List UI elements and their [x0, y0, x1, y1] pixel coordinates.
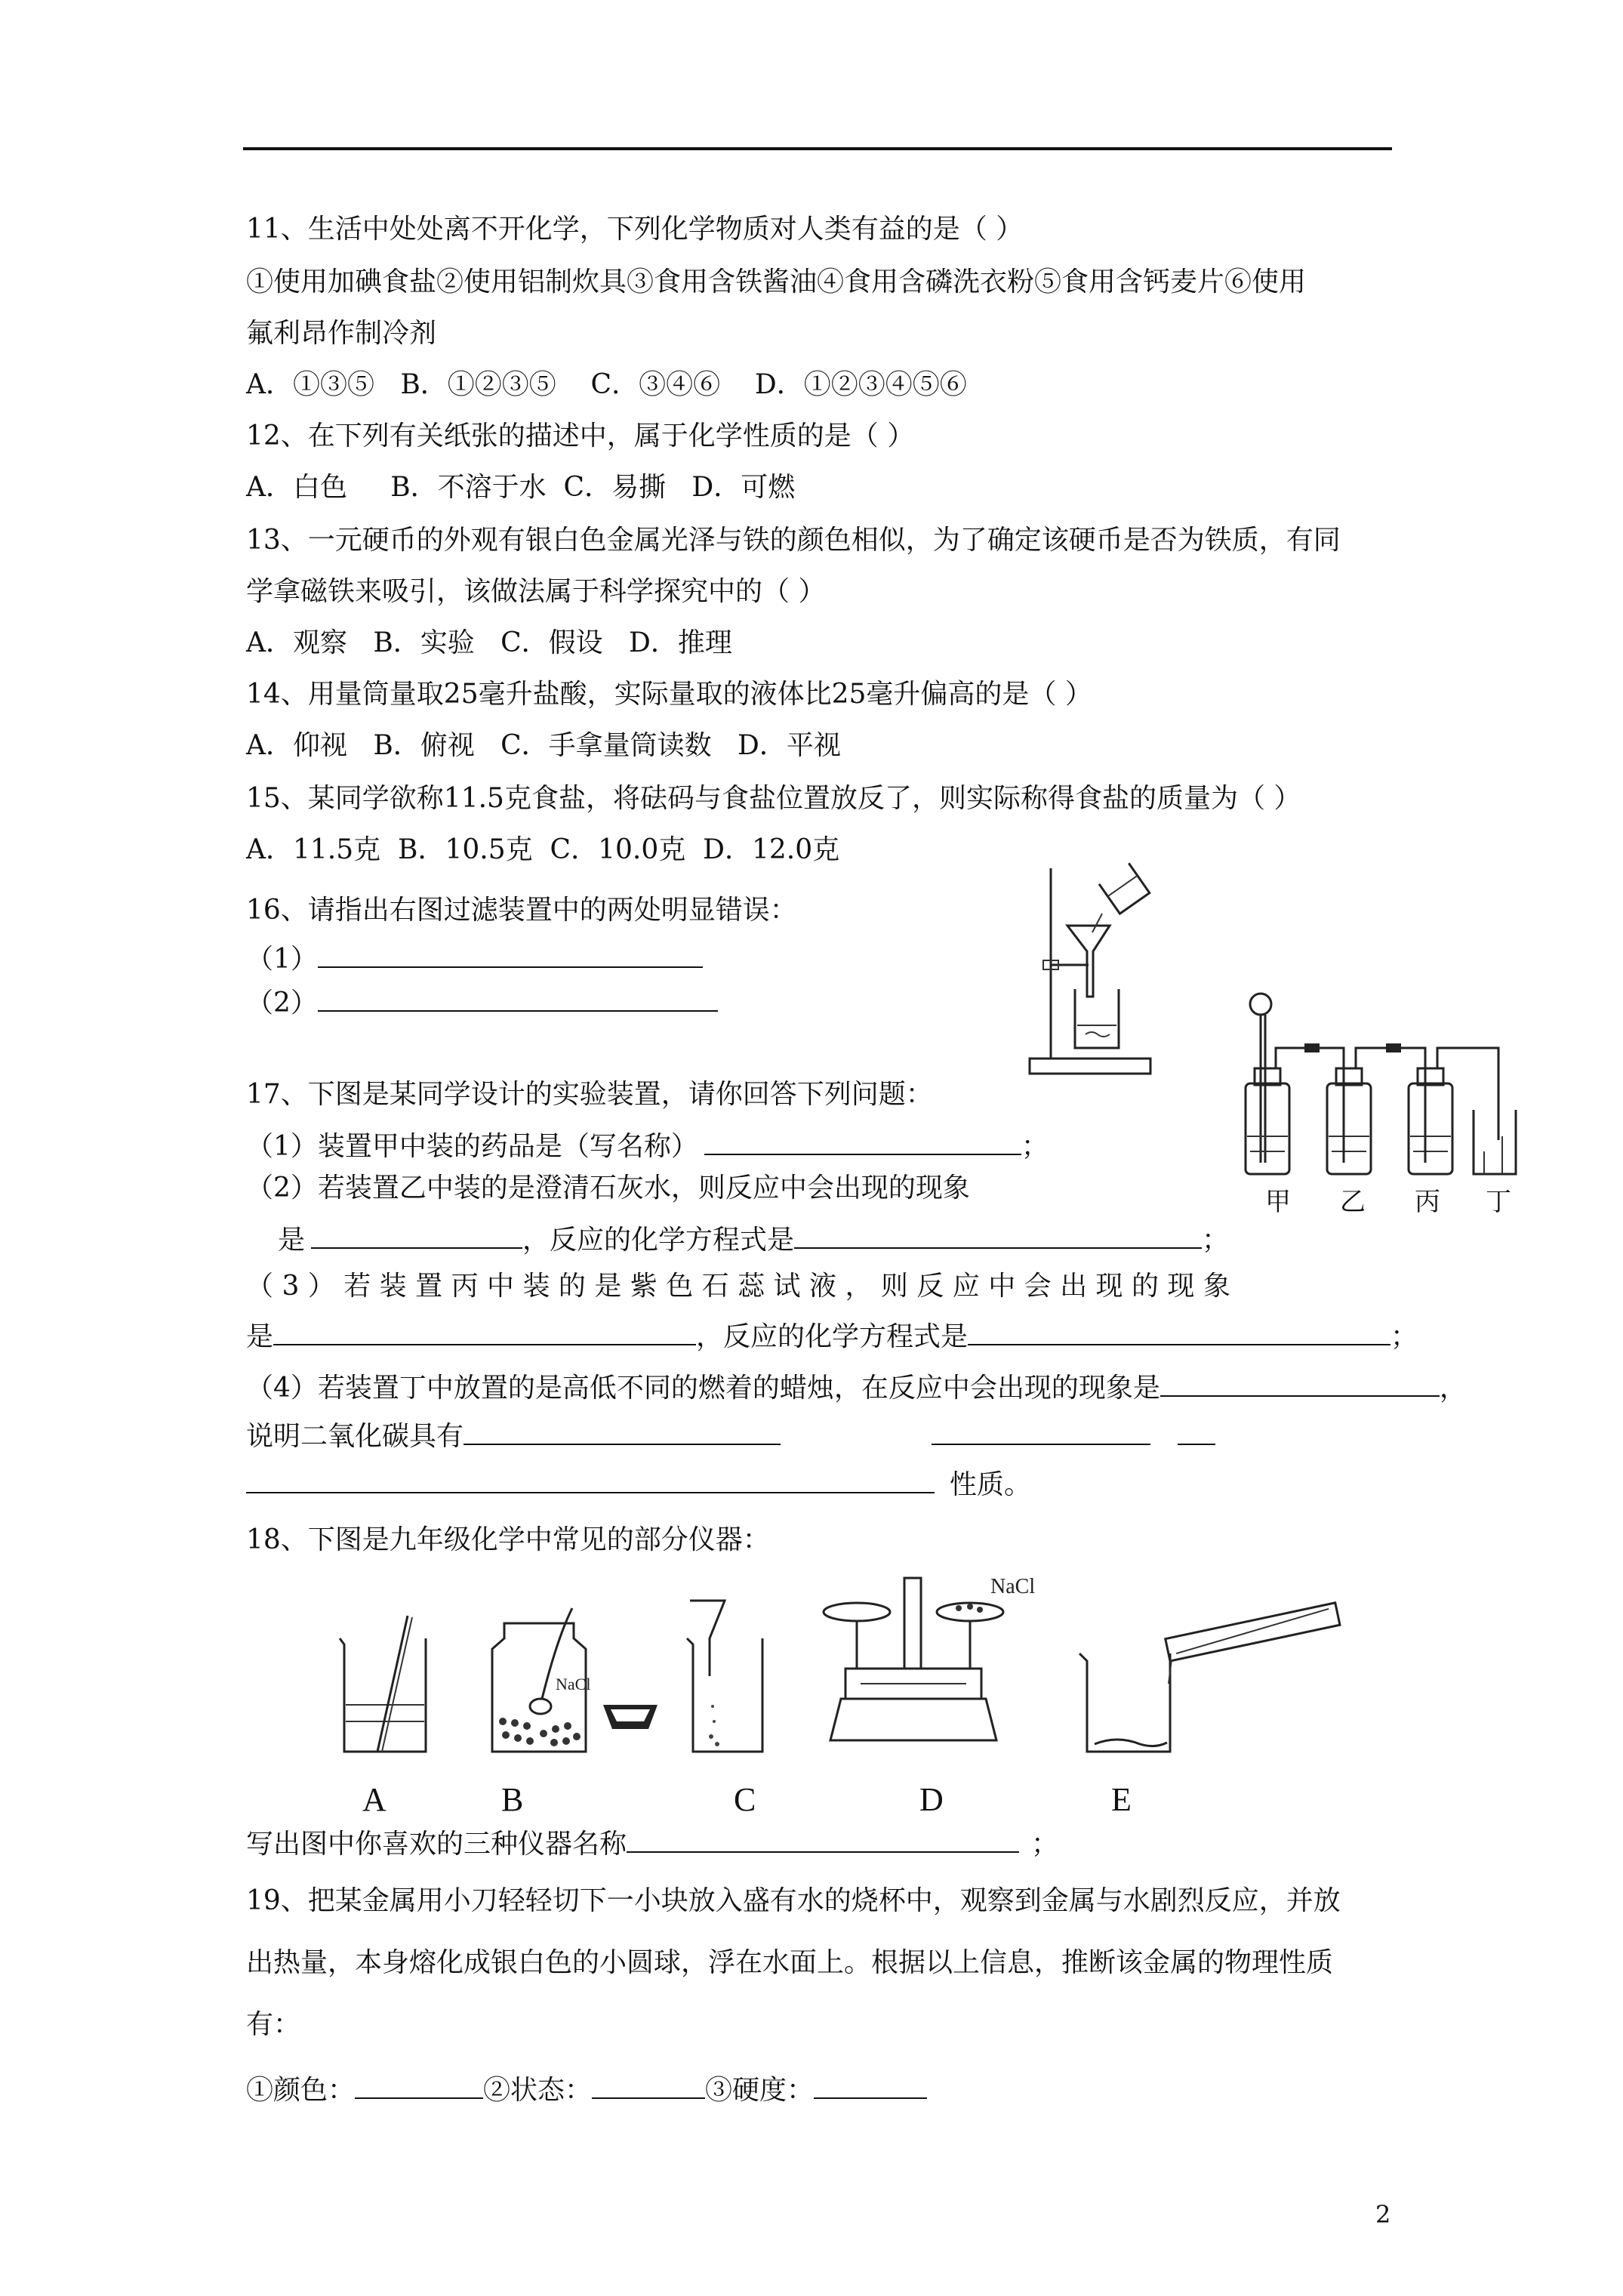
q17-blank-4e[interactable]: [246, 1465, 935, 1493]
q19-state-blank[interactable]: [592, 2070, 705, 2099]
label-c: C: [734, 1781, 756, 1818]
jar-nacl-label: NaCl: [556, 1675, 591, 1693]
gas-label-yi: 乙: [1340, 1187, 1366, 1217]
q17-part3-line2: 是 ，反应的化学方程式是 ；: [246, 1317, 1418, 1354]
instrument-a-beaker: [332, 1608, 438, 1759]
q17-blank-4d[interactable]: [1178, 1416, 1215, 1445]
q11-options: A．①③⑤ B．①②③⑤ C．③④⑥ D．①②③④⑤⑥: [246, 369, 967, 400]
page-number: 2: [1375, 2200, 1391, 2229]
instrument-b-reagent-jar: [483, 1593, 604, 1759]
q19-line3: 有：: [246, 2009, 301, 2040]
q17-part3-line1: （ 3 ） 若 装 置 丙 中 装 的 是 紫 色 石 蕊 试 液 ， 则 反 应 中 会 出 现 的 现 象: [246, 1271, 1230, 1302]
gas-label-bing: 丙: [1415, 1187, 1440, 1217]
q14-stem: 14、用量筒量取25毫升盐酸，实际量取的液体比25毫升偏高的是（ ）: [246, 679, 1092, 710]
q17-part2-line2: 是 ，反应的化学方程式是 ；: [278, 1220, 1229, 1257]
filtration-apparatus-figure: [1021, 861, 1172, 1080]
q15-options: A．11.5克 B．10.5克 C．10.0克 D．12.0克: [246, 834, 840, 865]
q14-options: A．仰视 B．俯视 C．手拿量筒读数 D．平视: [246, 730, 841, 761]
gas-label-jia: 甲: [1265, 1187, 1291, 1217]
q16-stem: 16、请指出右图过滤装置中的两处明显错误：: [246, 895, 797, 926]
q17-blank-4c[interactable]: [932, 1416, 1150, 1445]
q19-color-blank[interactable]: [355, 2070, 483, 2099]
q17-blank-2b[interactable]: [794, 1220, 1202, 1249]
q13-options: A．观察 B．实验 C．假设 D．推理: [246, 627, 732, 658]
q11-items-line1: ①使用加碘食盐②使用铝制炊具③食用含铁酱油④食用含磷洗衣粉⑤食用含钙麦片⑥使用: [246, 267, 1307, 297]
q16-blank-1[interactable]: [318, 939, 703, 968]
q17-blank-4a[interactable]: [1160, 1368, 1440, 1397]
q17-part2-line1: （2）若装置乙中装的是澄清石灰水，则反应中会出现的现象: [246, 1173, 970, 1203]
label-b: B: [501, 1781, 524, 1818]
q12-stem: 12、在下列有关纸张的描述中，属于化学性质的是（ ）: [246, 421, 915, 451]
balance-nacl-label: NaCl: [990, 1575, 1036, 1598]
q17-stem: 17、下图是某同学设计的实验装置，请你回答下列问题：: [246, 1079, 933, 1110]
gas-label-ding: 丁: [1486, 1187, 1511, 1217]
q17-blank-3a[interactable]: [273, 1317, 696, 1345]
q17-blank-3b[interactable]: [968, 1317, 1390, 1345]
q13-stem-line2: 学拿磁铁来吸引，该做法属于科学探究中的（ ）: [246, 576, 826, 607]
label-e: E: [1111, 1781, 1132, 1818]
q16-answer-1: （1）: [246, 939, 703, 976]
q11-stem: 11、生活中处处离不开化学，下列化学物质对人类有益的是（ ）: [246, 214, 1024, 245]
instrument-e-pouring: [1072, 1570, 1344, 1759]
q16-answer-2: （2）: [246, 983, 718, 1020]
q13-stem-line1: 13、一元硬币的外观有银白色金属光泽与铁的颜色相似，为了确定该硬币是否为铁质，有同: [246, 525, 1341, 556]
header-rule: [243, 147, 1392, 150]
q19-blanks: ①颜色： ②状态： ③硬度：: [246, 2070, 927, 2107]
q17-part4-line2: 说明二氧化碳具有: [246, 1416, 1215, 1453]
q17-part1: （1）装置甲中装的药品是（写名称） ；: [246, 1126, 1049, 1163]
label-a: A: [362, 1781, 387, 1818]
instrument-c-evaporating-dish: [600, 1699, 661, 1737]
q17-blank-4b[interactable]: [463, 1416, 781, 1445]
q18-blank[interactable]: [627, 1824, 1019, 1853]
q17-part4-line1: （4）若装置丁中放置的是高低不同的燃着的蜡烛，在反应中会出现的现象是 ，: [246, 1368, 1467, 1405]
q16-blank-2[interactable]: [318, 983, 718, 1012]
gas-apparatus-figure: [1238, 982, 1517, 1208]
q19-line2: 出热量，本身熔化成银白色的小圆球，浮在水面上。根据以上信息，推断该金属的物理性质: [246, 1947, 1334, 1978]
q18-write-line: 写出图中你喜欢的三种仪器名称 ；: [246, 1824, 1058, 1861]
q15-stem: 15、某同学欲称11.5克食盐，将砝码与食盐位置放反了，则实际称得食盐的质量为（ ）: [246, 783, 1301, 814]
q19-line1: 19、把某金属用小刀轻轻切下一小块放入盛有水的烧杯中，观察到金属与水剧烈反应，并放: [246, 1885, 1341, 1916]
instrument-d-balance: [815, 1570, 1036, 1752]
label-d: D: [919, 1781, 944, 1818]
q17-blank-2a[interactable]: [311, 1220, 522, 1249]
q18-stem: 18、下图是九年级化学中常见的部分仪器：: [246, 1524, 770, 1555]
instrument-c-funnel-beaker: [679, 1593, 778, 1759]
q12-options: A．白色 B．不溶于水 C．易撕 D．可燃: [246, 472, 796, 503]
q17-part4-line3: 性质。: [246, 1465, 1031, 1502]
q17-blank-1[interactable]: [704, 1126, 1021, 1155]
q11-items-line2: 氟利昂作制冷剂: [246, 318, 437, 349]
q19-hardness-blank[interactable]: [814, 2070, 927, 2099]
